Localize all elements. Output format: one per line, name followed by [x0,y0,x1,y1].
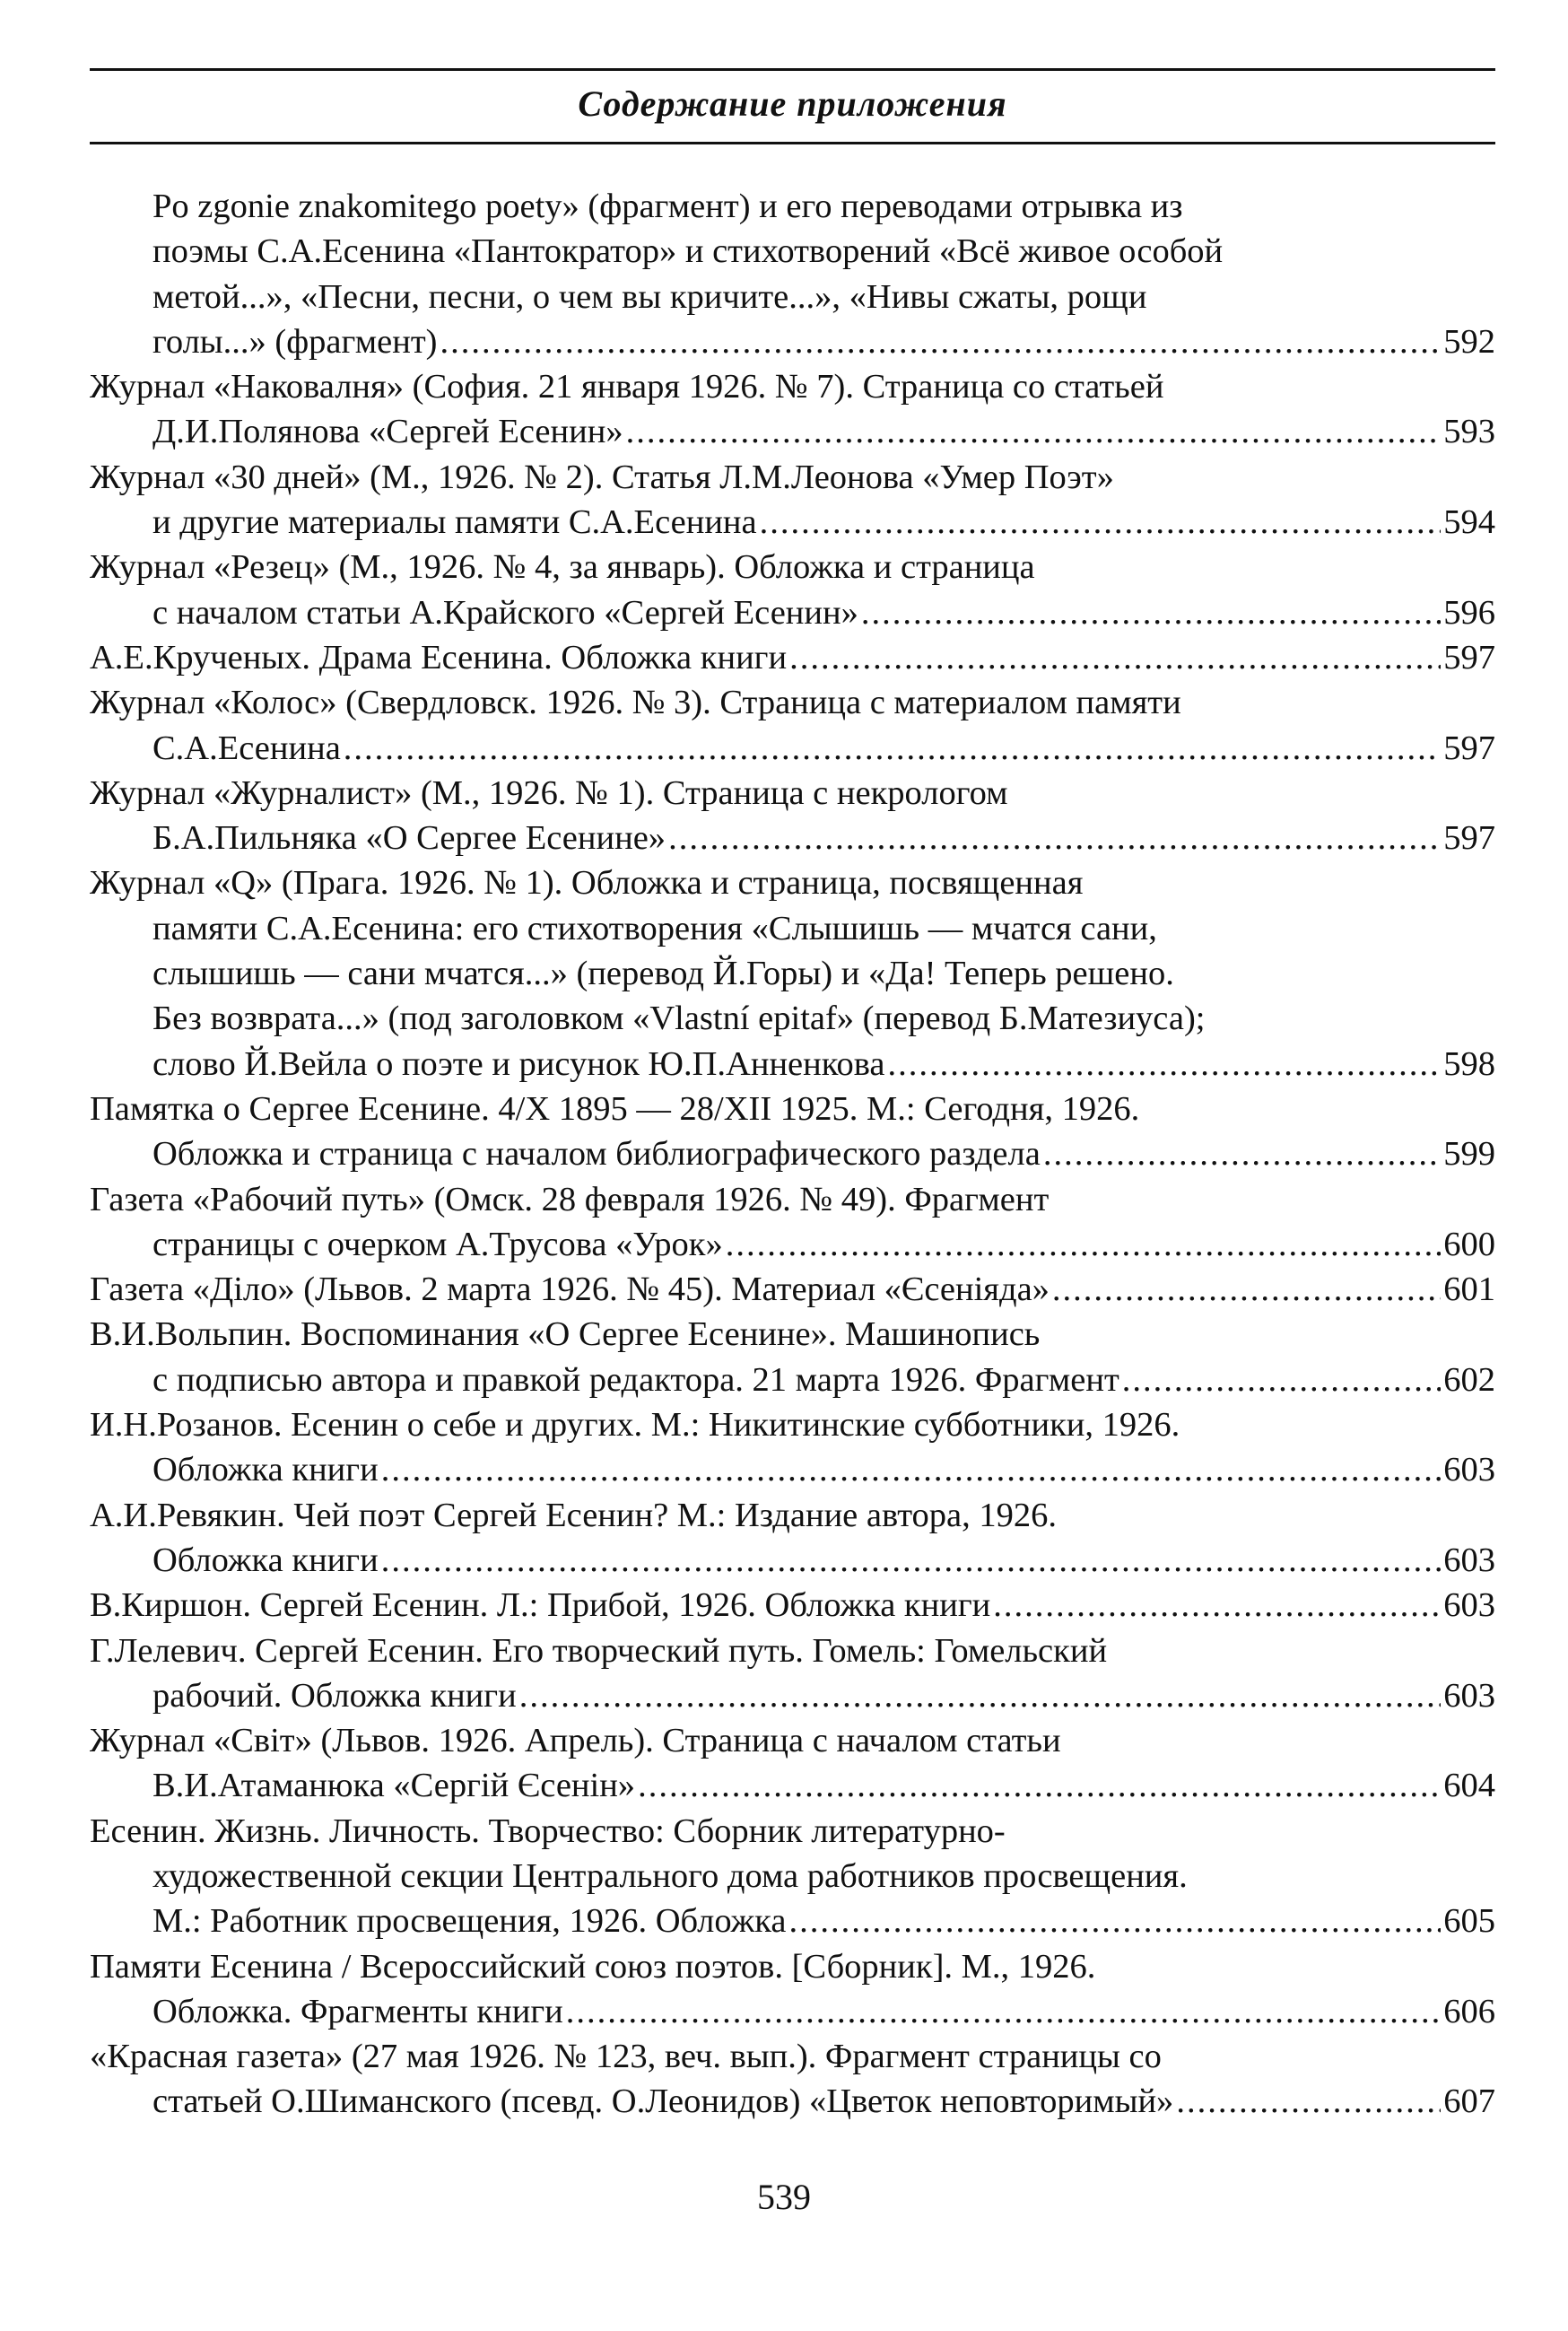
dot-leader [638,1763,1441,1808]
toc-entry [90,680,1495,771]
toc-entry-line: В.И.Атаманюка «Сергій Єсенін» [152,1767,636,1805]
toc-entry-leader-line [90,500,1495,545]
toc-page-number: 606 [1443,1992,1495,2030]
toc-entry-line: И.Н.Розанов. Есенин о себе и других. М.: Никитинские субботники, 1926. [90,1406,1180,1445]
toc-entry-line: В.Киршон. Сергей Есенин. Л.: Прибой, 1926. Обложка книги [90,1586,991,1625]
toc-entry [90,1628,1495,1719]
toc-entry-line: статьей О.Шиманского (псевд. О.Леонидов) «Цветок неповторимый» [152,2082,1174,2121]
toc-entry-line: М.: Работник просвещения, 1926. Обложка [152,1902,787,1941]
toc-page-number: 603 [1443,1451,1495,1489]
toc-entry [90,1177,1495,1268]
page-number: 539 [757,2177,811,2217]
toc-entry [90,635,1495,680]
toc-entry-line: Обложка книги [152,1541,379,1579]
toc-entry-leader-line [90,409,1495,454]
toc-entry-line: В.И.Вольпин. Воспоминания «О Сергее Есенине». Машинопись [90,1315,1041,1354]
dot-leader [519,1673,1442,1718]
dot-leader [668,816,1441,860]
toc-entry-line: Памятка о Сергее Есенине. 4/X 1895 — 28/XII 1925. М.: Сегодня, 1926. [90,1089,1140,1128]
toc-entry-line: слышишь — сани мчатся...» (перевод Й.Горы) и «Да! Теперь решено. [152,955,1174,993]
toc-entry-line: Журнал «Журналист» (М., 1926. № 1). Страница с некрологом [90,773,1008,812]
toc-entry-leader-line [90,1267,1495,1312]
toc-entry [90,1402,1495,1493]
toc-entry [90,1718,1495,1809]
toc-entry-leader-line [90,1222,1495,1267]
toc-entry [90,1267,1495,1312]
toc-entry-line: Д.И.Полянова «Сергей Есенин» [152,413,623,451]
dot-leader [440,319,1442,364]
toc-entry-leader-line [90,590,1495,635]
dot-leader [726,1222,1442,1267]
toc-entry-leader-line [90,1763,1495,1808]
toc-page-number: 597 [1443,729,1495,767]
toc-entry-leader-line [90,1538,1495,1583]
toc-entry [90,2034,1495,2125]
dot-leader [993,1583,1441,1628]
dot-leader [626,409,1442,454]
toc-entry-line: Б.А.Пильняка «О Сергее Есенине» [152,819,666,858]
toc-page-number: 596 [1443,593,1495,632]
dot-leader [1176,2079,1441,2124]
toc-entry [90,1493,1495,1584]
header-rule-top [90,68,1495,71]
toc-entry [90,771,1495,861]
toc-entry-leader-line [90,726,1495,771]
toc-entry-line: рабочий. Обложка книги [152,1676,517,1715]
toc-entry [90,1087,1495,1177]
header-rule-bottom [90,142,1495,144]
toc-entry-leader-line [90,1673,1495,1718]
toc-entry-line: С.А.Есенина [152,729,341,767]
dot-leader [788,1899,1441,1943]
toc-entry-line: Без возврата...» (под заголовком «Vlastní epitaf» (перевод Б.Матезиуса); [152,1000,1206,1038]
toc-entry-leader-line [90,1131,1495,1176]
toc-page-number: 597 [1443,819,1495,858]
toc-page-number: 599 [1443,1135,1495,1174]
toc-entry-leader-line [90,319,1495,364]
toc-entry-line: Журнал «Колос» (Свердловск. 1926. № 3). Страница с материалом памяти [90,684,1181,722]
toc-entry-line: с подписью автора и правкой редактора. 21 марта 1926. Фрагмент [152,1360,1119,1399]
toc-entry [90,455,1495,546]
toc-entry [90,1809,1495,1944]
toc-page-number: 594 [1443,503,1495,542]
toc-page-number: 601 [1443,1270,1495,1309]
toc-entry-line: художественной секции Центрального дома работников просвещения. [152,1856,1188,1895]
toc-entry-line: А.Е.Крученых. Драма Есенина. Обложка книги [90,638,788,677]
toc-entry-line: страницы с очерком А.Трусова «Урок» [152,1225,723,1263]
running-header-title: Содержание приложения [578,83,1007,124]
toc-entry-leader-line [90,2079,1495,2124]
toc-entry [90,1583,1495,1628]
toc-entry-leader-line [90,1989,1495,2034]
dot-leader [1043,1131,1441,1176]
toc-entry [90,545,1495,635]
contents-list [90,184,1495,2125]
toc-entry-leader-line [90,1447,1495,1492]
toc-page-number: 600 [1443,1225,1495,1263]
toc-entry-line: с началом статьи А.Крайского «Сергей Есенин» [152,593,858,632]
toc-entry-line: голы...» (фрагмент) [152,322,438,361]
toc-entry-leader-line [90,1899,1495,1943]
toc-entry-leader-line [90,635,1495,680]
toc-entry-line: Po zgonie znakomitego poety» (фрагмент) и его переводами отрывка из [152,188,1183,225]
toc-page-number: 598 [1443,1044,1495,1083]
dot-leader [381,1538,1442,1583]
toc-entry-line: Обложка. Фрагменты книги [152,1992,563,2030]
toc-entry-line: Журнал «Світ» (Львов. 1926. Апрель). Страница с началом статьи [90,1722,1061,1760]
dot-leader [888,1042,1442,1087]
toc-entry-leader-line [90,1358,1495,1402]
toc-page-number: 603 [1443,1586,1495,1625]
toc-entry-line: Обложка и страница с началом библиографического раздела [152,1135,1041,1174]
toc-entry-leader-line [90,1583,1495,1628]
dot-leader [760,500,1442,545]
toc-page-number: 604 [1443,1767,1495,1805]
dot-leader [789,635,1441,680]
toc-entry-leader-line [90,1042,1495,1087]
toc-entry-line: Журнал «30 дней» (М., 1926. № 2). Статья Л.М.Леонова «Умер Поэт» [90,458,1114,496]
toc-entry [90,184,1495,364]
dot-leader [1052,1267,1441,1312]
toc-entry-line: Журнал «Резец» (М., 1926. № 4, за январь). Обложка и страница [90,548,1035,587]
toc-entry [90,364,1495,455]
dot-leader [381,1447,1442,1492]
toc-page-number: 597 [1443,638,1495,677]
toc-entry-line: Журнал «Наковалня» (София. 21 января 1926. № 7). Страница со статьей [90,368,1164,406]
toc-entry-line: Г.Лелевич. Сергей Есенин. Его творческий путь. Гомель: Гомельский [90,1631,1108,1670]
toc-entry [90,1944,1495,2035]
dot-leader [566,1989,1442,2034]
toc-entry-line: А.И.Ревякин. Чей поэт Сергей Есенин? М.: Издание автора, 1926. [90,1496,1057,1534]
toc-entry [90,1312,1495,1402]
toc-entry-line: и другие материалы памяти С.А.Есенина [152,503,757,542]
toc-entry-line: Журнал «Q» (Прага. 1926. № 1). Обложка и страница, посвященная [90,864,1084,903]
toc-entry-line: слово Й.Вейла о поэте и рисунок Ю.П.Анненкова [152,1044,885,1083]
toc-entry-line: Газета «Діло» (Львов. 2 марта 1926. № 45). Материал «Єсеніяда» [90,1270,1050,1309]
toc-entry-line: метой...», «Песни, песни, о чем вы кричите...», «Нивы сжаты, рощи [152,277,1147,316]
dot-leader [344,726,1441,771]
toc-page-number: 607 [1443,2082,1495,2121]
dot-leader [861,590,1441,635]
toc-page-number: 605 [1443,1902,1495,1941]
toc-entry-line: «Красная газета» (27 мая 1926. № 123, веч. вып.). Фрагмент страницы со [90,2038,1162,2076]
toc-entry-line: Есенин. Жизнь. Личность. Творчество: Сборник литературно- [90,1812,1006,1850]
toc-entry-leader-line [90,816,1495,860]
toc-entry-line: Обложка книги [152,1451,379,1489]
toc-page-number: 593 [1443,413,1495,451]
dot-leader [1122,1358,1441,1402]
toc-page-number: 603 [1443,1676,1495,1715]
toc-entry-line: поэмы С.А.Есенина «Пантократор» и стихотворений «Всё живое особой [152,232,1224,271]
toc-page-number: 602 [1443,1360,1495,1399]
toc-entry-line: Памяти Есенина / Всероссийский союз поэтов. [Сборник]. М., 1926. [90,1947,1096,1986]
toc-page-number: 603 [1443,1541,1495,1579]
toc-entry-line: памяти С.А.Есенина: его стихотворения «Слышишь — мчатся сани, [152,909,1157,947]
toc-entry-line: Газета «Рабочий путь» (Омск. 28 февраля 1926. № 49). Фрагмент [90,1180,1050,1218]
toc-entry [90,860,1495,1086]
toc-page-number: 592 [1443,322,1495,361]
